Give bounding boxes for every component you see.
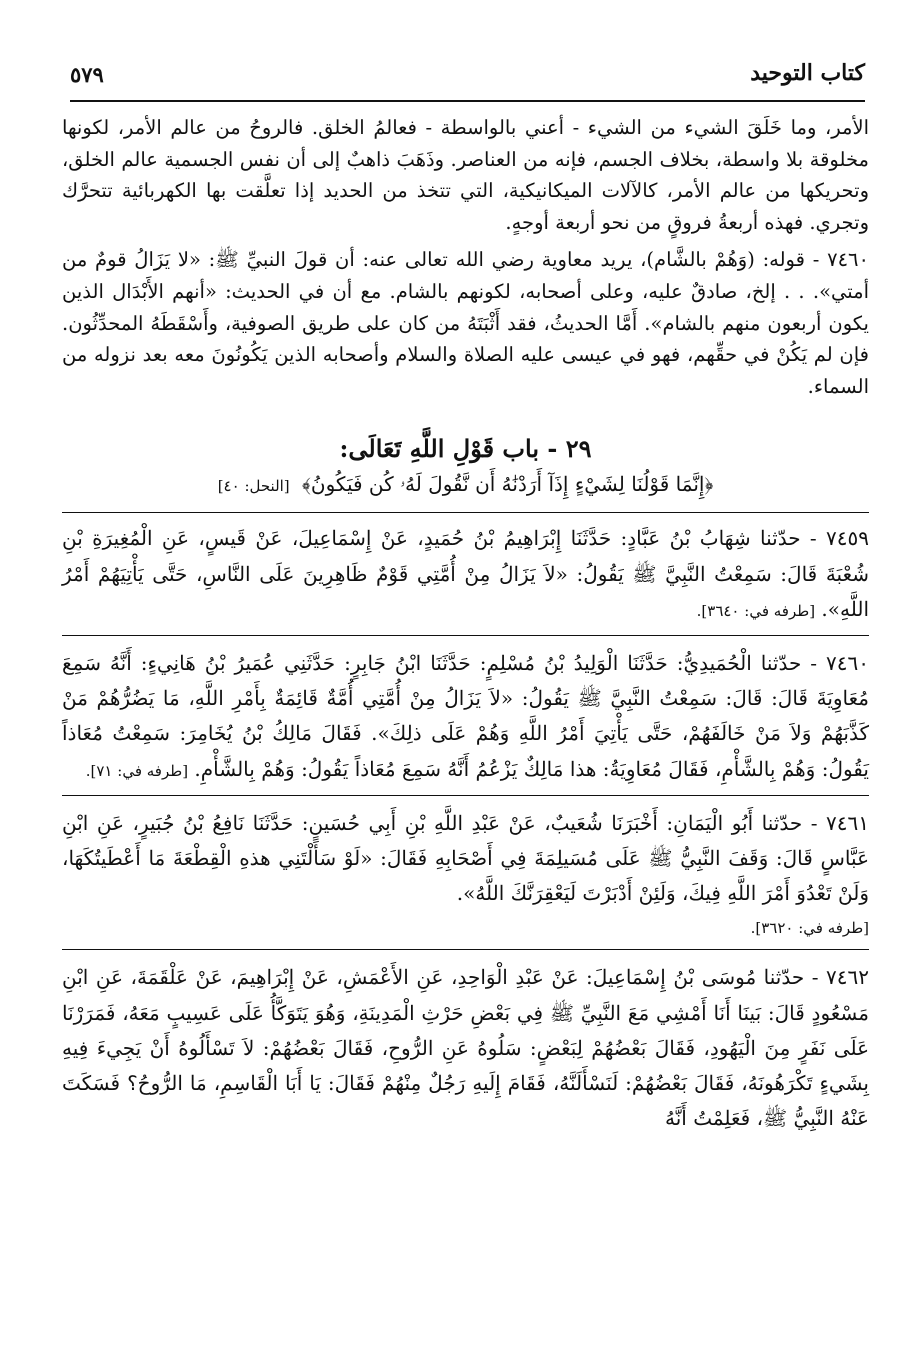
page-body [62,112,869,1136]
divider [62,512,869,513]
hadith-block [62,806,869,912]
commentary-paragraph: ٧٤٦٠ - قوله: (وَهُمْ بالشَّام)، يريد معاوية رضي الله تعالى عنه: أن قولَ النبيِّ ﷺ: «لا يَزَالُ قومٌ من أمتي». . . إلخ، صادقٌ عليه، وعلى أصحابه، لكونهم بالشام. مع أن في الحديث: «أنهم الأَبْدَال الذين يكون أربعون منهم بالشام». أَمَّا الحديثُ، فقد أَثْبَتَهُ من كان على طريق الصوفية، وأَسْقَطَهُ المحدِّثُون. فإن لم يَكُنْ في حقِّهم، فهو في عيسى عليه الصلاة والسلام وأصحابه الذين يَكُونُونَ معه بعد نزوله من السماء. [62,248,869,398]
divider [62,795,869,796]
hadith-reference: [طرفه في: ٧١]. [85,761,189,780]
verse-text: ﴿إِنَّمَا قَوْلُنَا لِشَيْءٍ إِذَآ أَرَدْنَٰهُ أَن نَّقُولَ لَهُۥ كُن فَيَكُونُ﴾ [302,472,714,497]
page-number: ٥٧٩ [70,62,104,87]
commentary-paragraph: الأمر، وما خَلَقَ الشيء من الشيء - أعني بالواسطة - فعالمُ الخلق. فالروحُ من عالم الأمر، لكونها مخلوقة بلا واسطة، بخلاف الجسم، فإنه من العناصر. وذَهَبَ ذاهبٌ إلى أن نفس الجسمية عالم الخلق، وتحريكها من عالم الأمر، كالآلات الميكانيكية، التي تتخذ من الحديد إذا تعلَّقت بها الكهربائية تتحرَّك وتجري. فهذه أربعةُ فروقٍ من نحو أربعة أوجهٍ. [62,116,869,234]
hadith-text: ٧٤٥٩ - حدّثنا شِهَابُ بْنُ عَبَّادٍ: حَدَّثَنَا إِبْرَاهِيمُ بْنُ حُمَيدٍ، عَنْ إِسْمَاعِيلَ، عَنْ قَيسٍ، عَنِ الْمُغِيرَةِ بْنِ شُعْبَةَ قَالَ: سَمِعْتُ النَّبِيَّ ﷺ يَقُولُ: «لاَ يَزَالُ مِنْ أُمَّتِي قَوْمٌ ظَاهِرِينَ عَلَى النَّاسِ، حَتَّى يَأْتِيَهُمْ أَمْرُ اللَّهِ». [62,526,869,621]
hadith-block [62,646,869,789]
hadith-text: ٧٤٦٢ - حدّثنا مُوسَى بْنُ إِسْمَاعِيلَ: عَنْ عَبْدِ الْوَاحِدِ، عَنِ الأَعْمَشِ، عَنْ إِبْرَاهِيمَ، عَنْ عَلْقَمَةَ، عَنِ ابْنِ مَسْعُودٍ قَالَ: بَينَا أَنَا أَمْشِي مَعَ النَّبِيِّ ﷺ فِي بَعْضِ حَرْثِ الْمَدِينَةِ، وَهُوَ يَتَوَكَّأُ عَلَى عَسِيبٍ مَعَهُ، فَمَرَرْنَا عَلَى نَفَرٍ مِنَ الْيَهُودِ، فَقَالَ بَعْضُهُمْ لِبَعْضٍ: سَلُوهُ عَنِ الرُّوحِ، فَقَالَ بَعْضُهُمْ: لاَ تَسْأَلُوهُ أَنْ يَجِيءَ فِيهِ بِشَيءٍ تَكْرَهُونَهُ، فَقَالَ بَعْضُهُمْ: لَنَسْأَلَنَّهُ، فَقَامَ إِلَيهِ رَجُلٌ مِنْهُمْ فَقَالَ: يَا أَبَا الْقَاسِمِ، مَا الرُّوحُ؟ فَسَكَتَ عَنْهُ النَّبِيُّ ﷺ، فَعَلِمْتُ أَنَّهُ [62,965,869,1131]
hadith-text: ٧٤٦٠ - حدّثنا الْحُمَيدِيُّ: حَدَّثَنَا الْوَلِيدُ بْنُ مُسْلِمٍ: حَدَّثَنَا ابْنُ جَابِرٍ: حَدَّثَنِي عُمَيرُ بْنُ هَانِيءٍ: أَنَّهُ سَمِعَ مُعَاوِيَةَ قَالَ: قَالَ: سَمِعْتُ النَّبِيَّ ﷺ يَقُولُ: «لاَ يَزَالُ مِنْ أُمَّتِي أُمَّةٌ قَائِمَةٌ بِأَمْرِ اللَّهِ، مَا يَضُرُّهُمْ مَنْ كَذَّبَهُمْ وَلاَ مَنْ خَالَفَهُمْ، حَتَّى يَأْتِيَ أَمْرُ اللَّهِ وَهُمْ عَلَى ذلِكَ». فَقَالَ مَالِكُ بْنُ يُخَامِرَ: سَمِعْتُ مُعَاذاً يَقُولُ: وَهُمْ بِالشَّأْمِ، فَقَالَ مُعَاوِيَةُ: هذا مَالِكٌ يَزْعُمُ أَنَّهُ سَمِعَ مُعَاذاً يَقُولُ: وَهُمْ بِالشَّأْمِ. [62,650,869,781]
divider [62,635,869,636]
verse-reference: [النحل: ٤٠] [217,477,290,496]
divider [62,949,869,950]
hadith-text: ٧٤٦١ - حدّثنا أَبُو الْيَمَانِ: أَخْبَرَنَا شُعَيبٌ، عَنْ عَبْدِ اللَّهِ بْنِ أَبِي حُسَينٍ: حَدَّثَنَا نَافِعُ بْنُ جُبَيرٍ، عَنِ ابْنِ عَبَّاسٍ قَالَ: وَقَفَ النَّبِيُّ ﷺ عَلَى مُسَيلِمَةَ فِي أَصْحَابِهِ فَقَالَ: «لَوْ سَأَلْتَنِي هذهِ الْقِطْعَةَ مَا أَعْطَيتُكَهَا، وَلَنْ تَعْدُوَ أَمْرَ اللَّهِ فِيكَ، وَلَئِنْ أَدْبَرْتَ لَيَعْقِرَنَّكَ اللَّهُ». [62,810,869,906]
hadith-reference: [طرفه في: ٣٦٢٠]. [750,919,869,938]
page-header [70,52,865,102]
hadith-reference: [طرفه في: ٣٦٤٠]. [696,601,816,620]
hadith-block [62,521,869,629]
hadith-block [62,960,869,1136]
chapter-title: ٢٩ - باب قَوْلِ اللَّهِ تَعَالَى: [339,434,592,464]
quran-verse [62,468,869,502]
running-title: كتاب التوحيد [750,60,865,86]
